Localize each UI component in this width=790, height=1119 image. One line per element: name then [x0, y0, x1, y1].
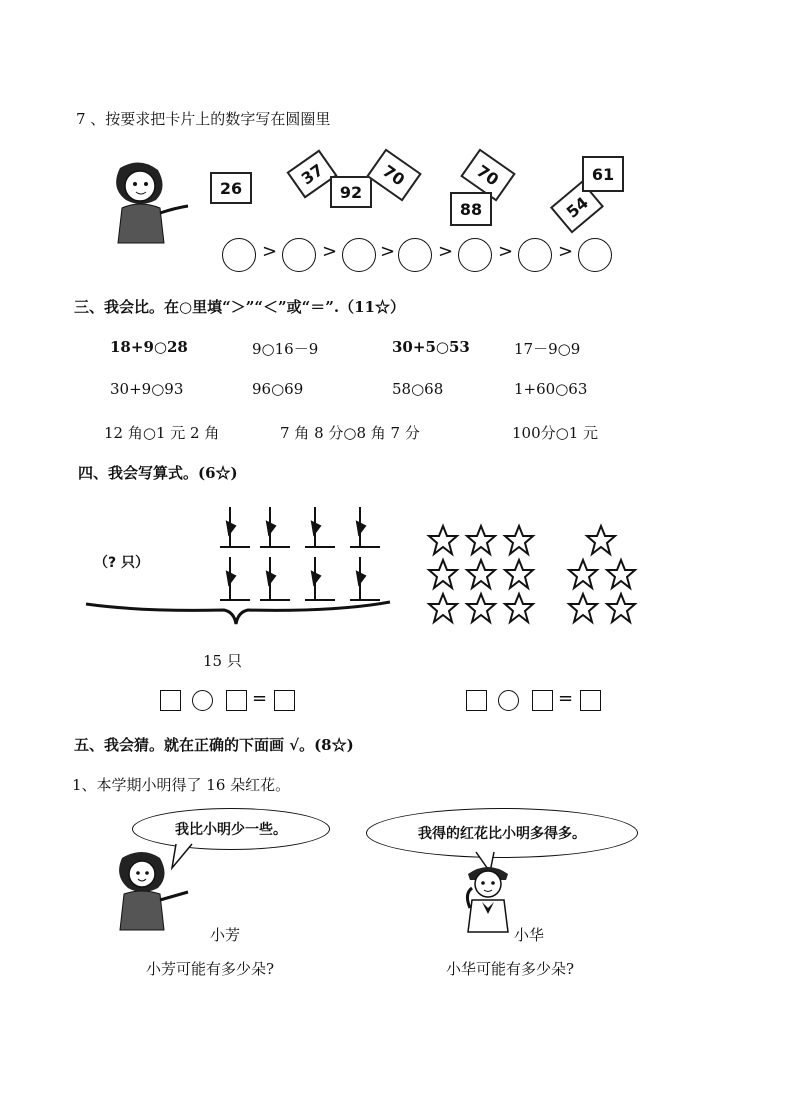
name-left: 小芳: [210, 926, 241, 944]
answer-circle[interactable]: [282, 238, 316, 272]
stars-illustration: [425, 520, 645, 630]
name-right: 小华: [514, 926, 545, 944]
number-card: 70: [366, 148, 422, 201]
gt-sign: >: [438, 241, 454, 262]
number-card: 61: [582, 156, 624, 192]
comparison-item[interactable]: 18+9○28: [110, 338, 188, 356]
operator-circle[interactable]: [192, 690, 213, 711]
number-card: 70: [460, 148, 516, 201]
answer-box[interactable]: [580, 690, 601, 711]
answer-circle[interactable]: [578, 238, 612, 272]
question-left: 小芳可能有多少朵?: [146, 960, 275, 978]
answer-circle[interactable]: [222, 238, 256, 272]
total-label: 15 只: [203, 652, 242, 670]
answer-circle[interactable]: [342, 238, 376, 272]
unknown-count-label: （? 只）: [94, 555, 149, 571]
answer-box[interactable]: [226, 690, 247, 711]
section-4-heading: 四、我会写算式。(6☆): [78, 464, 238, 482]
gt-sign: >: [262, 241, 278, 262]
number-card: 54: [550, 180, 604, 233]
comparison-item[interactable]: 7 角 8 分○8 角 7 分: [280, 424, 420, 442]
comparison-item[interactable]: 96○69: [252, 380, 304, 398]
comparison-item[interactable]: 12 角○1 元 2 角: [104, 424, 220, 442]
number-card: 37: [286, 149, 337, 198]
number-card: 92: [330, 176, 372, 208]
comparison-item[interactable]: 17－9○9: [514, 340, 581, 358]
comparison-item[interactable]: 9○16－9: [252, 340, 319, 358]
gt-sign: >: [322, 241, 338, 262]
number-card: 26: [210, 172, 252, 204]
xiaofang-illustration: [108, 848, 198, 932]
equals-sign: =: [558, 688, 574, 709]
number-card: 88: [450, 192, 492, 226]
comparison-item[interactable]: 58○68: [392, 380, 444, 398]
comparison-item[interactable]: 100分○1 元: [512, 424, 599, 442]
speech-bubble-right: 我得的红花比小明多得多。: [366, 808, 638, 858]
operator-circle[interactable]: [498, 690, 519, 711]
answer-circle[interactable]: [518, 238, 552, 272]
speech-bubble-left: 我比小明少一些。: [132, 808, 330, 850]
comparison-item[interactable]: 1+60○63: [514, 380, 588, 398]
brace-line: [84, 596, 394, 630]
answer-box[interactable]: [274, 690, 295, 711]
problem-text: 1、本学期小明得了 16 朵红花。: [72, 776, 291, 794]
gt-sign: >: [380, 241, 396, 262]
question-right: 小华可能有多少朵?: [446, 960, 575, 978]
gt-sign: >: [558, 241, 574, 262]
question-7-text: 7 、按要求把卡片上的数字写在圆圈里: [76, 110, 331, 128]
comparison-item[interactable]: 30+5○53: [392, 338, 470, 356]
answer-circle[interactable]: [458, 238, 492, 272]
section-3-heading: 三、我会比。在○里填“＞”“＜”或“＝”.（11☆）: [74, 298, 405, 316]
answer-box[interactable]: [532, 690, 553, 711]
answer-circle[interactable]: [398, 238, 432, 272]
answer-box[interactable]: [160, 690, 181, 711]
gt-sign: >: [498, 241, 514, 262]
equals-sign: =: [252, 688, 268, 709]
comparison-item[interactable]: 30+9○93: [110, 380, 184, 398]
section-5-heading: 五、我会猜。就在正确的下面画 √。(8☆): [74, 736, 354, 754]
girl-illustration: [100, 158, 210, 248]
answer-box[interactable]: [466, 690, 487, 711]
xiaohua-illustration: [454, 858, 524, 934]
